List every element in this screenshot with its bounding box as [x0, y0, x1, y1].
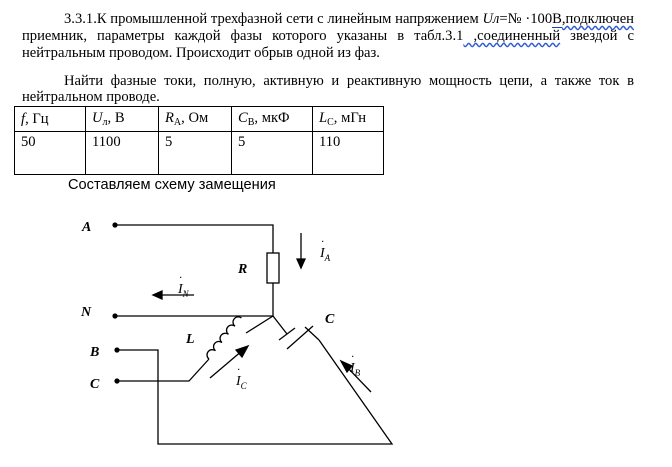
arrow-ia-head [297, 259, 305, 268]
header-cell-u: $U_л$, В [86, 107, 159, 132]
wire-capacitor-out [305, 327, 319, 340]
problem-number: 3.3.1. [64, 11, 97, 27]
capacitor-plate-2 [287, 326, 313, 349]
value-cell-u: 1100 [86, 132, 159, 175]
terminal-b [114, 347, 119, 352]
wire-node-capacitor [273, 316, 287, 334]
label-c: C [90, 377, 100, 392]
terminal-a [112, 222, 117, 227]
wire-inductor-node [246, 316, 273, 333]
dot-ib: · [351, 349, 354, 363]
label-capacitor: C [325, 312, 335, 327]
arrow-ic-head [236, 346, 248, 357]
resistor-r [267, 253, 279, 283]
label-l: L [186, 332, 195, 347]
label-in: $I_N$ [178, 282, 189, 299]
problem-text-e: звездой с нейтральным проводом. Происходит обрыв одной из фаз. [22, 28, 634, 61]
label-ia: $I_A$ [320, 246, 331, 263]
terminal-n [112, 313, 117, 318]
problem-task: Найти фазные токи, полную, активную и реактивную мощность цепи, а также ток в нейтральном проводе. [22, 73, 634, 105]
wire-c [117, 359, 209, 381]
label-ib: $I_B$ [350, 361, 361, 378]
header-cell-r: $R_A$, Ом [159, 107, 232, 132]
dot-in: · [179, 270, 182, 284]
voltage-symbol: Uл [482, 11, 500, 27]
label-ic: $I_C$ [236, 374, 247, 391]
dot-ia: · [321, 234, 324, 248]
label-a: A [82, 220, 92, 235]
label-n: N [81, 305, 92, 320]
voltage-unit: В [552, 11, 562, 27]
header-cell-c: $C_B$, мкФ [232, 107, 313, 132]
value-cell-l: 110 [313, 132, 384, 175]
problem-text-a: К промышленной трехфазной сети с линейным напряжением [96, 11, 483, 27]
inductor-l [207, 317, 241, 359]
wire-a [115, 225, 273, 253]
problem-text-d: ,соединенный [463, 28, 561, 44]
label-r: R [238, 262, 248, 277]
header-cell-f: f, Гц [15, 107, 86, 132]
problem-text-c: приемник, параметры каждой фазы которого указаны в табл.3.1 [22, 28, 464, 44]
problem-text-b: ,подключен [561, 11, 634, 27]
value-cell-f: 50 [15, 132, 86, 175]
terminal-c [114, 378, 119, 383]
value-cell-r: 5 [159, 132, 232, 175]
capacitor-plate-1 [279, 328, 295, 340]
header-cell-l: $L_C$, мГн [313, 107, 384, 132]
diagram-caption: Составляем схему замещения [68, 177, 276, 193]
label-b: B [90, 345, 100, 360]
dot-ic: · [237, 362, 240, 376]
value-cell-c: 5 [232, 132, 313, 175]
voltage-value: =№ ·100 [499, 11, 553, 27]
arrow-in-head [153, 291, 162, 299]
